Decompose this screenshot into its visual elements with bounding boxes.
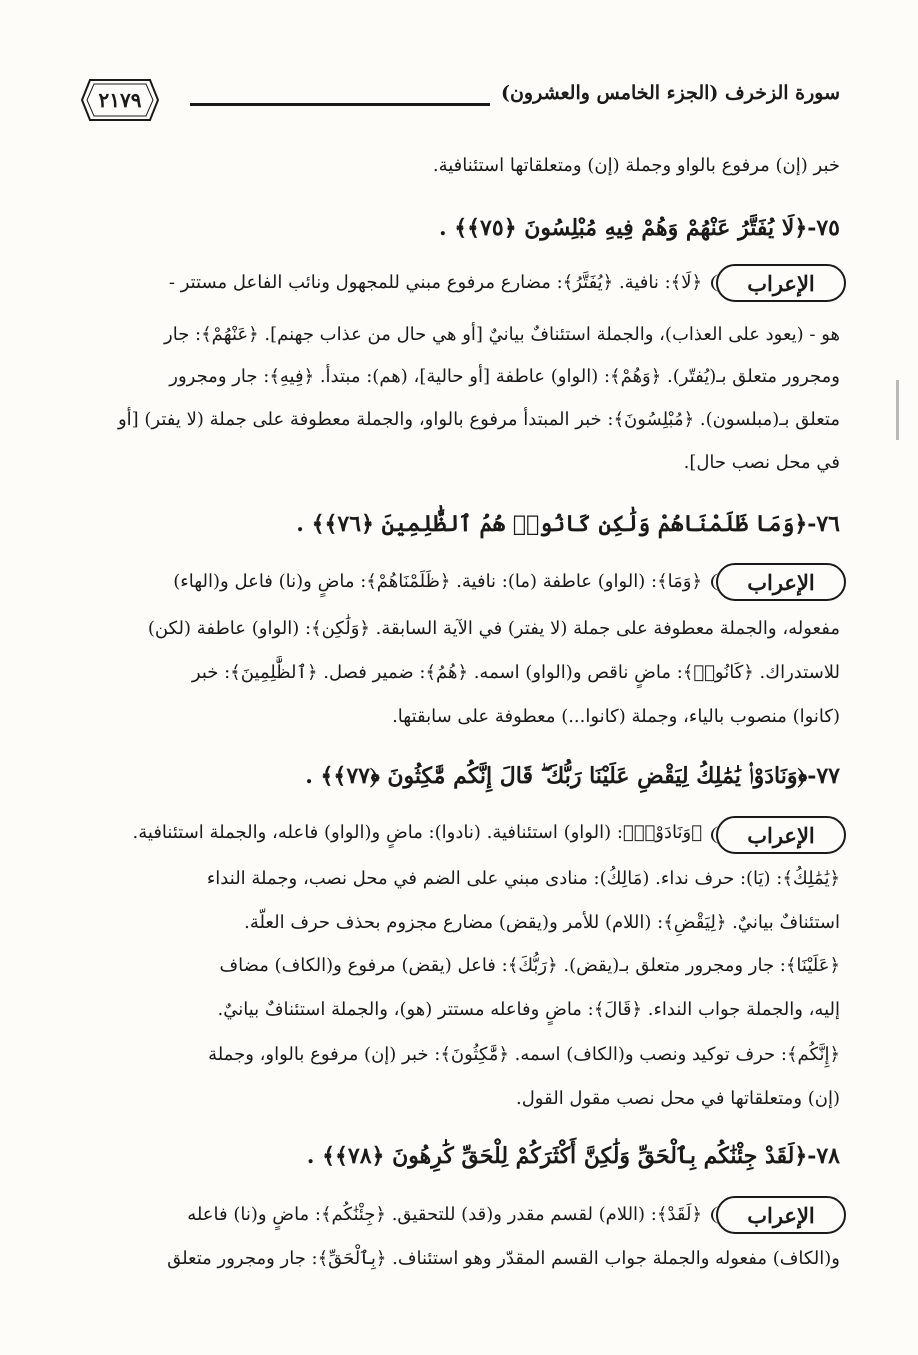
- text-line: ﴿وَنَادَوْا۟﴾: (الواو) استئنافية. (نادوا): ماضٍ و(الواو) فاعله، والجملة استئنافية.: [132, 822, 702, 843]
- i3rab-label: الإعراب: [716, 563, 846, 601]
- i3rab-label: الإعراب: [716, 816, 846, 854]
- verse-78: ٧٨-﴿لَقَدْ جِئْنَٰكُم بِٱلْحَقِّ وَلَٰكِنَّ أَكْثَرَكُمْ لِلْحَقِّ كَٰرِهُونَ ﴿٧٨﴾﴾ .: [306, 1143, 840, 1169]
- text-line: إليه، والجملة جواب النداء. ﴿قَالَ﴾: ماضٍ وفاعله مستتر (هو)، والجملة استئنافٌ بيانيٌ.: [217, 999, 840, 1020]
- page-number: ٢١٧٩: [98, 88, 142, 112]
- verse-75: ٧٥-﴿لَا يُفَتَّرُ عَنْهُمْ وَهُمْ فِيهِ مُبْلِسُونَ ﴿٧٥﴾﴾ .: [438, 215, 840, 241]
- text-line: خبر (إن) مرفوع بالواو وجملة (إن) ومتعلقاتها استئنافية.: [432, 155, 840, 176]
- text-line: ﴿عَلَيْنَا﴾: جار ومجرور متعلق بـ(يقض). ﴿رَبُّكَ﴾: فاعل (يقض) مرفوع و(الكاف) مضاف: [219, 955, 840, 976]
- i3rab-label: الإعراب: [716, 1196, 846, 1234]
- text-line: هو - (يعود على العذاب)، والجملة استئنافٌ بيانيٌ [أو هي حال من عذاب جهنم]. ﴿عَنْهُمْ﴾: جار: [164, 324, 840, 345]
- header-rule: [190, 103, 490, 106]
- text-line: ﴿وَمَا﴾: (الواو) عاطفة (ما): نافية. ﴿ظَلَمْنَاهُمْ﴾: ماضٍ و(نا) فاعل و(الهاء): [173, 571, 702, 592]
- page-header-title: سورة الزخرف (الجزء الخامس والعشرون): [500, 82, 840, 104]
- text-line: ﴿لَقَدْ﴾: (اللام) لقسم مقدر و(قد) للتحقيق. ﴿جِئْنَٰكُم﴾: ماضٍ و(نا) فاعله: [187, 1204, 702, 1225]
- text-line: و(الكاف) مفعوله والجملة جواب القسم المقدّر وهو استئناف. ﴿بِٱلْحَقِّ﴾: جار ومجرور متعلق: [167, 1248, 840, 1269]
- text-line: استئنافٌ بيانيٌ. ﴿لِيَقْضِ﴾: (اللام) للأمر و(يقض) مضارع مجزوم بحذف حرف العلّة.: [244, 912, 840, 933]
- text-line: متعلق بـ(مبلسون). ﴿مُبْلِسُونَ﴾: خبر المبتدأ مرفوع بالواو، والجملة معطوفة على جملة (لا يفتر) [أو: [117, 409, 840, 430]
- page-number-badge: [80, 78, 160, 122]
- i3rab-label: الإعراب: [716, 264, 846, 302]
- text-line: ﴿إِنَّكُم﴾: حرف توكيد ونصب و(الكاف) اسمه. ﴿مَّٰكِثُونَ﴾: خبر (إن) مرفوع بالواو، وجملة: [208, 1044, 840, 1065]
- text-line: (إن) ومتعلقاتها في محل نصب مقول القول.: [516, 1088, 840, 1109]
- text-line: للاستدراك. ﴿كَانُوا۟﴾: ماضٍ ناقص و(الواو) اسمه. ﴿هُمُ﴾: ضمير فصل. ﴿ٱلظَّٰلِمِينَ﴾: خبر: [191, 662, 840, 683]
- text-line: مفعوله، والجملة معطوفة على جملة (لا يفتر) في الآية السابقة. ﴿وَلَٰكِن﴾: (الواو) عاطفة (لكن): [147, 618, 840, 639]
- text-line: ﴿يَٰمَٰلِكُ﴾: (يَا): حرف نداء. (مَالِكُ): منادى مبني على الضم في محل نصب، وجملة النداء: [206, 868, 840, 889]
- verse-77: ٧٧-﴿وَنَادَوْا۟ يَٰمَٰلِكُ لِيَقْضِ عَلَيْنَا رَبُّكَ ۖ قَالَ إِنَّكُم مَّٰكِثُونَ ﴿٧٧﴾﴾ .: [305, 763, 840, 789]
- text-line: ﴿لَا﴾: نافية. ﴿يُفَتَّرُ﴾: مضارع مرفوع مبني للمجهول ونائب الفاعل مستتر -: [168, 272, 702, 293]
- text-line: ومجرور متعلق بـ(يُفتّر). ﴿وَهُمْ﴾: (الواو) عاطفة [أو حالية]، (هم): مبتدأ. ﴿فِيهِ﴾: جار ومجرور: [169, 366, 840, 387]
- text-line: في محل نصب حال].: [683, 452, 840, 473]
- text-line: (كانوا) منصوب بالياء، وجملة (كانوا...) معطوفة على سابقتها.: [392, 706, 840, 727]
- verse-76: ٧٦-﴿وَمَا ظَلَمْنَاهُمْ وَلَٰكِن كَانُوا۟ هُمُ ٱلظَّٰلِمِينَ ﴿٧٦﴾﴾ .: [296, 511, 840, 537]
- page-edge-mark: [896, 380, 899, 440]
